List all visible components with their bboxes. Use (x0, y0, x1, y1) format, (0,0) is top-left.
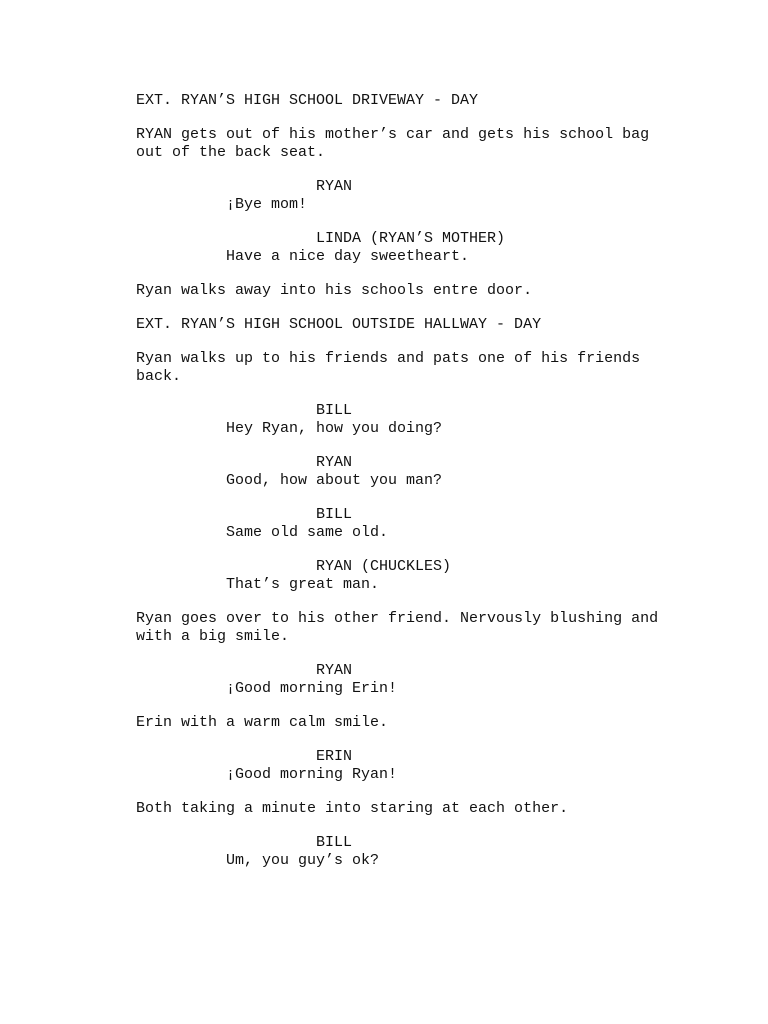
dialogue-block (136, 230, 676, 266)
dialogue-block (136, 834, 676, 870)
character-name: RYAN (316, 454, 353, 471)
character-name: RYAN (316, 178, 353, 195)
action-line: Ryan walks away into his schools entre door. (136, 282, 533, 299)
dialogue-block (136, 402, 676, 438)
scene-heading: EXT. RYAN’S HIGH SCHOOL OUTSIDE HALLWAY - DAY (136, 316, 542, 333)
action-line: RYAN gets out of his mother’s car and gets his school bag out of the back seat. (136, 126, 650, 161)
screenplay-body (136, 92, 676, 886)
action-line: Ryan goes over to his other friend. Nervously blushing and with a big smile. (136, 610, 659, 645)
action-line: Ryan walks up to his friends and pats one of his friends back. (136, 350, 641, 385)
character-name: RYAN (CHUCKLES) (316, 558, 452, 575)
character-name: BILL (316, 834, 353, 851)
action-line: Both taking a minute into staring at each other. (136, 800, 569, 817)
dialogue-block (136, 748, 676, 784)
dialogue-line: ¡Good morning Erin! (226, 680, 398, 697)
dialogue-block (136, 662, 676, 698)
character-name: BILL (316, 402, 353, 419)
character-name: LINDA (RYAN’S MOTHER) (316, 230, 506, 247)
dialogue-block (136, 454, 676, 490)
character-name: BILL (316, 506, 353, 523)
character-name: ERIN (316, 748, 353, 765)
dialogue-line: That’s great man. (226, 576, 380, 593)
dialogue-block (136, 178, 676, 214)
dialogue-block (136, 558, 676, 594)
scene-heading: EXT. RYAN’S HIGH SCHOOL DRIVEWAY - DAY (136, 92, 479, 109)
dialogue-line: Same old same old. (226, 524, 389, 541)
dialogue-line: ¡Good morning Ryan! (226, 766, 398, 783)
dialogue-line: Um, you guy’s ok? (226, 852, 380, 869)
dialogue-block (136, 506, 676, 542)
dialogue-line: Hey Ryan, how you doing? (226, 420, 443, 437)
dialogue-line: Good, how about you man? (226, 472, 443, 489)
dialogue-line: ¡Bye mom! (226, 196, 308, 213)
character-name: RYAN (316, 662, 353, 679)
dialogue-line: Have a nice day sweetheart. (226, 248, 470, 265)
action-line: Erin with a warm calm smile. (136, 714, 389, 731)
